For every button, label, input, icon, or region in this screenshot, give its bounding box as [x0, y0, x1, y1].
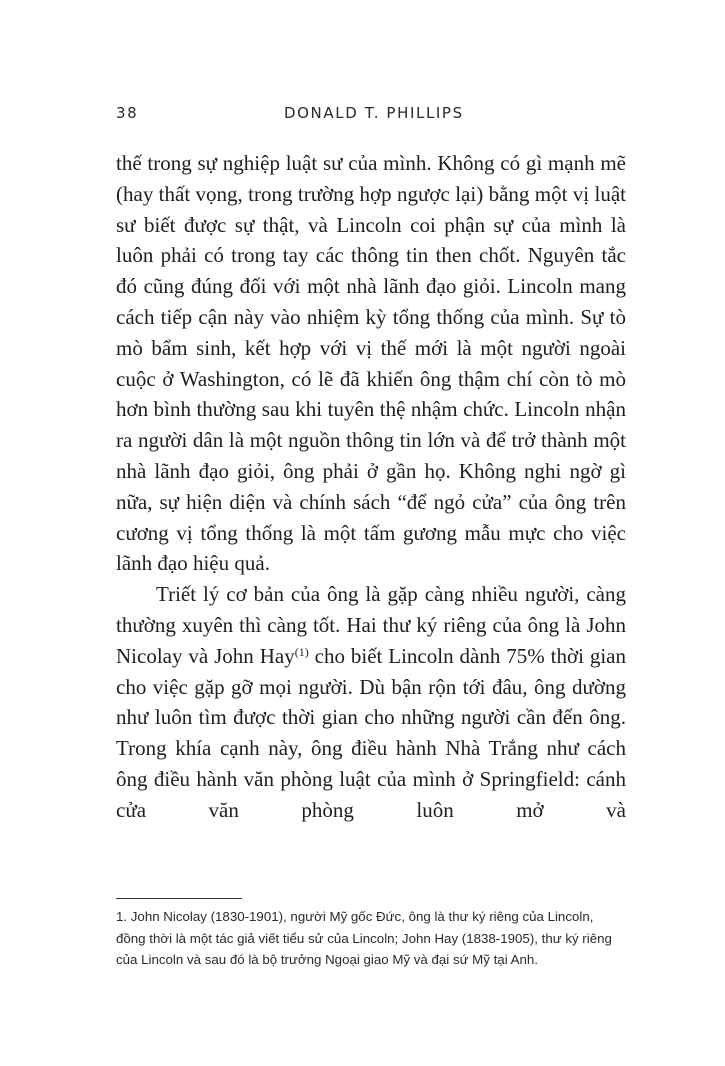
- footnote-divider: [116, 898, 242, 899]
- footnote-reference: (1): [294, 644, 309, 659]
- body-paragraph-2-text-b: cho biết Lincoln dành 75% thời gian cho việc gặp gỡ mọi người. Dù bận rộn tới đâu, ông dường như luôn tìm được thời gian cho những người cần đến ông. Trong khía cạnh này, ông điều hành Nhà Trắng như cách ông điều hành văn phòng luật của mình ở Springfield: cánh cửa văn phòng luôn mở và: [116, 643, 626, 822]
- body-text: [116, 148, 626, 826]
- body-paragraph-2: [116, 579, 626, 825]
- page-header: [116, 104, 626, 128]
- body-paragraph-1: thế trong sự nghiệp luật sư của mình. Không có gì mạnh mẽ (hay thất vọng, trong trường hợp ngược lại) bằng một vị luật sư biết được sự thật, và Lincoln coi phận sự của mình là luôn phải có trong tay các thông tin then chốt. Nguyên tắc đó cũng đúng đối với một nhà lãnh đạo giỏi. Lincoln mang cách tiếp cận này vào nhiệm kỳ tổng thống của mình. Sự tò mò bẩm sinh, kết hợp với vị thế mới là một người ngoài cuộc ở Washington, có lẽ đã khiến ông thậm chí còn tò mò hơn bình thường sau khi tuyên thệ nhậm chức. Lincoln nhận ra người dân là một nguồn thông tin lớn và để trở thành một nhà lãnh đạo giỏi, ông phải ở gần họ. Không nghi ngờ gì nữa, sự hiện diện và chính sách “để ngỏ cửa” của ông trên cương vị tổng thống là một tấm gương mẫu mực cho việc lãnh đạo hiệu quả.: [116, 151, 626, 576]
- body-paragraph-2-text-a: Triết lý cơ bản của ông là gặp càng nhiều người, càng thường xuyên thì càng tốt. Hai thư ký riêng của ông là John Nicolay và John Hay: [116, 582, 626, 668]
- running-head-author: DONALD T. PHILLIPS: [284, 104, 464, 122]
- page-number: 38: [116, 104, 139, 122]
- footnote-1: 1. John Nicolay (1830-1901), người Mỹ gốc Đức, ông là thư ký riêng của Lincoln, đồng thời là một tác giả viết tiểu sử của Lincoln; John Hay (1838-1905), thư ký riêng của Lincoln và sau đó là bộ trưởng Ngoại giao Mỹ và đại sứ Mỹ tại Anh.: [116, 909, 612, 967]
